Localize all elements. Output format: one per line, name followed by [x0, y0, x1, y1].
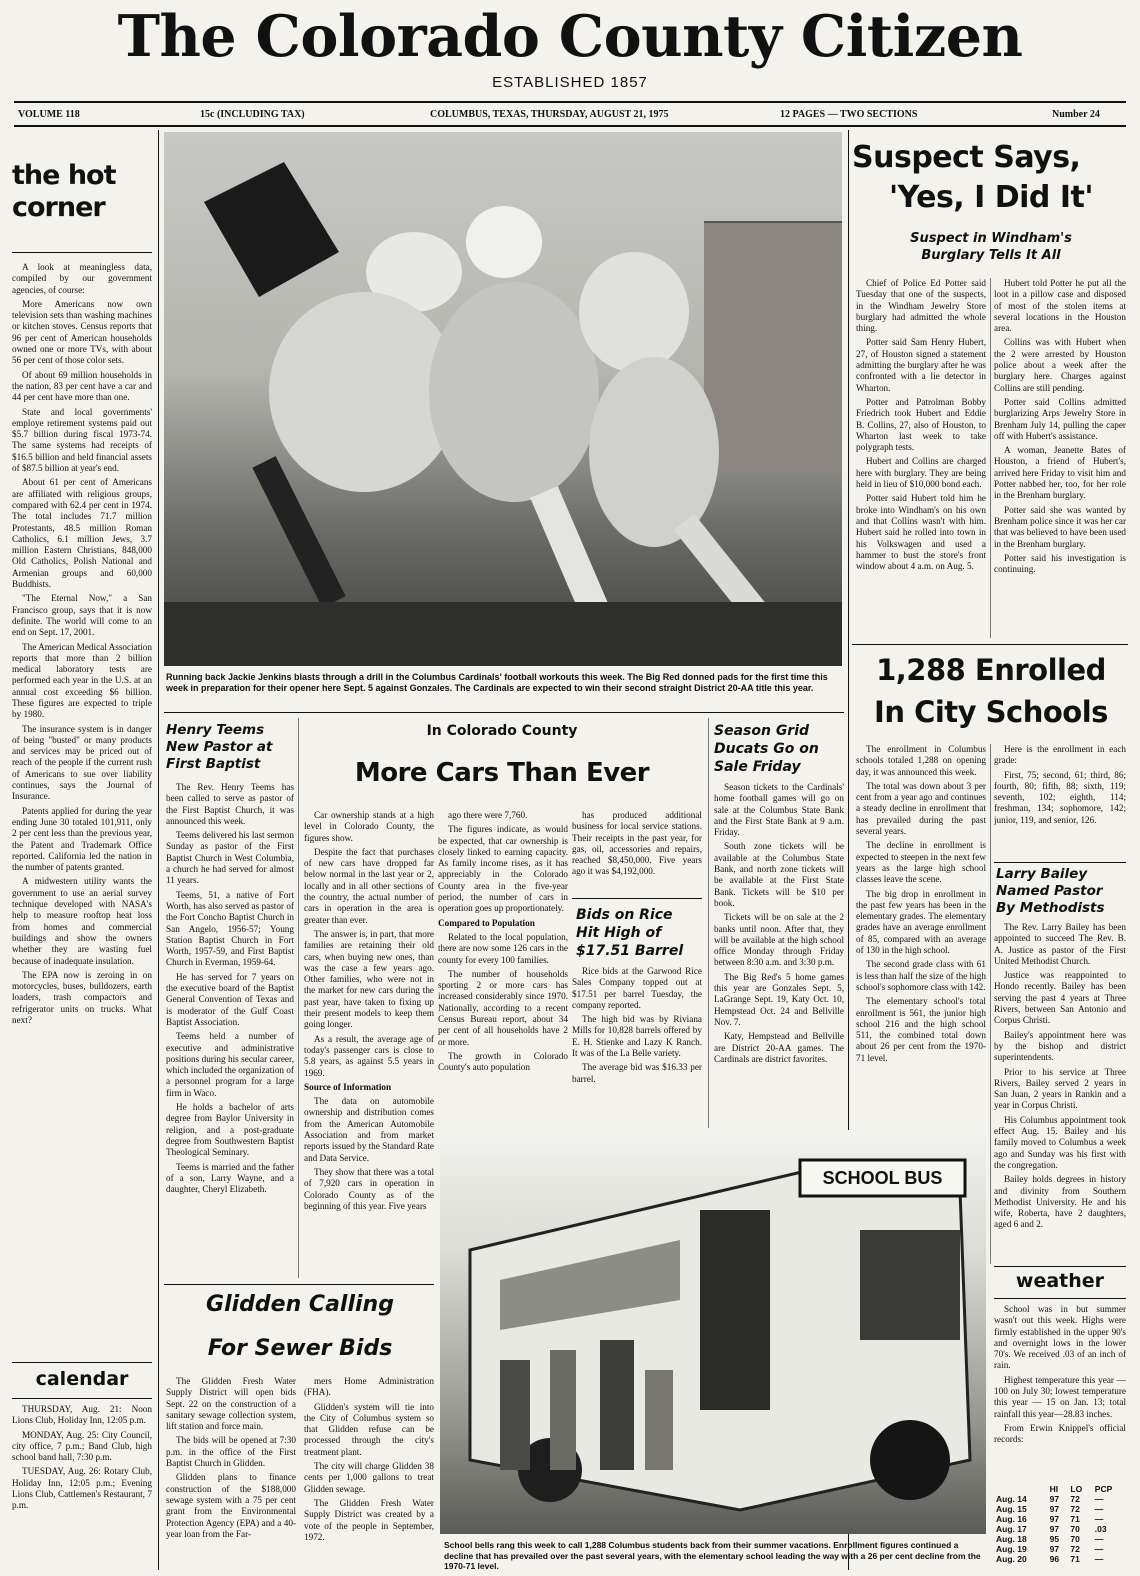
suspect-col-2 — [994, 278, 1126, 638]
hot-corner-para: More Americans now own television sets than washing machines or kitchen stoves. Census reports that 96 per cent of American households owned one or more TVs, with about 56 per cent of those color sets. — [12, 298, 152, 366]
hot-corner-para: The EPA now is zeroing in on motorcycles, buses, bulldozers, earth loaders, trash compactors and refrigerator units on trucks. What next? — [12, 969, 152, 1025]
weather-cell: Aug. 15 — [996, 1504, 1027, 1514]
teems-headline-line: First Baptist — [166, 756, 261, 772]
grid-para: Katy, Hempstead and Bellville are District 20-AA games. The Cardinals are district favorites. — [714, 1031, 844, 1064]
weather-cell: 97 — [1049, 1524, 1060, 1534]
suspect-para: Potter and Patrolman Bobby Friedrich took Hubert and Eddie B. Collins, 27, also of Houston, to Wharton last week to take polygraph tests. — [856, 396, 986, 453]
weather-table-header — [994, 1484, 1126, 1494]
rice-para: Rice bids at the Garwood Rice Sales Company topped out at $17.51 per barrel Tuesday, the company reported. — [572, 966, 702, 1010]
cars-kicker: In Colorado County — [426, 723, 578, 739]
football-photo — [164, 132, 842, 666]
weather-cell: 97 — [1049, 1504, 1060, 1514]
suspect-para: Potter said she was wanted by Brenham police since it was her car that was believed to have been used in the Brenham burglary. — [994, 504, 1126, 549]
left-column-divider — [158, 130, 159, 1570]
bailey-headline-line: By Methodists — [996, 900, 1105, 916]
hot-corner-para: A look at meaningless data, compiled by our government agencies, of course: — [12, 262, 152, 295]
hot-corner-body — [12, 262, 152, 1320]
enrolled-headline-1: 1,288 Enrolled — [876, 653, 1106, 687]
glidden-para: The bids will be opened at 7:30 p.m. in the office of the First Baptist Church in Glidden. — [166, 1435, 296, 1469]
cars-para: The data on automobile ownership and distribution comes from the American Automobile Association and from market reports issued by the Standard Rate and Data Service. — [304, 1096, 434, 1163]
dateline: COLUMBUS, TEXAS, THURSDAY, AUGUST 21, 1975 — [430, 109, 669, 120]
masthead-rule-bottom — [14, 125, 1126, 127]
teems-headline-line: New Pastor at — [166, 739, 273, 755]
cars-col-2 — [438, 810, 568, 1110]
cars-para: As a result, the average age of today's passenger cars is close to 5.8 years, as against 5.5 years in 1969. — [304, 1033, 434, 1078]
teems-para: He holds a bachelor of arts degree from Baylor University in religion, and a post-graduate degree from Southwestern Baptist Theological Seminary. — [166, 1102, 294, 1158]
rice-para: The high bid was by Riviana Mills for 10,828 barrels offered by E. H. Stienke and Lazy K Ranch. It was of the La Belle variety. — [572, 1014, 702, 1059]
suspect-para: Chief of Police Ed Potter said Tuesday that one of the suspects, in the Windham Jewelry Store burglary had admitted the whole thing. — [856, 278, 986, 334]
hot-corner-para: State and local governments' employe retirement systems paid out $5.7 billion during fiscal 1973-74. The same systems had receipts of $16.5 billion and held financial assets of $87.5 billion at year's end. — [12, 406, 152, 474]
suspect-subhead-1: Suspect in Windham's — [910, 231, 1072, 246]
weather-para: School was in but summer wasn't out this week. Highs were firmly established in the upper 90's and overnight lows in the lower 70's. We received .03 of an inch of rain. — [994, 1304, 1126, 1371]
weather-cell: 71 — [1070, 1514, 1080, 1524]
suspect-rule — [852, 644, 1128, 645]
calendar-item: TUESDAY, Aug. 26: Rotary Club, Holiday Inn, 12:05 p.m.; Evening Lions Club, Cattlemen's Restaurant, 7 p.m. — [12, 1466, 152, 1511]
cars-para: The answer is, in part, that more families are retaining their old cars, when buying new ones, than was the case a few years ago. Other families, who were not in the market for new cars during the past year, have taken to fixing up their present models to keep them going longer. — [304, 928, 434, 1030]
bailey-para: His Columbus appointment took effect Aug. 15. Bailey and his family moved to Columbus a week ago and Sunday was his first with the congregation. — [994, 1114, 1126, 1170]
hot-corner-para: About 61 per cent of Americans are affiliated with religious groups, compared with 62.4 per cent in 1974. The total includes 71.7 million Protestants, 48.5 million Roman Catholics, 6.1 million Jews, 3.7 million Eastern Christians, 848,000 Old Catholics, Polish National and Armenian groups and 60,000 Buddhists. — [12, 477, 152, 590]
weather-cell: 95 — [1049, 1534, 1060, 1544]
masthead-rule-top — [14, 101, 1126, 103]
bailey-body — [994, 922, 1126, 1262]
hot-corner-para: Of about 69 million households in the nation, 83 per cent have a car and 44 per cent have more than one. — [12, 369, 152, 403]
weather-title: weather — [1015, 1270, 1105, 1292]
calendar-item: THURSDAY, Aug. 21: Noon Lions Club, Holiday Inn, 12:05 p.m. — [12, 1404, 152, 1426]
glidden-col-2 — [304, 1376, 434, 1572]
calendar-title: calendar — [35, 1368, 129, 1390]
weather-cell: — — [1094, 1514, 1104, 1524]
bailey-headline-line: Named Pastor — [996, 883, 1103, 899]
calendar-rule-top — [12, 1362, 152, 1363]
cars-para: The number of households sporting 2 or more cars has increased considerably since 1970. Nationally, according to a recent Census Bureau report, about 34 per cent of all households have 2 or more. — [438, 968, 568, 1047]
volume: VOLUME 118 — [18, 109, 80, 120]
weather-header-cell: HI — [1049, 1484, 1059, 1494]
weather-cell: 72 — [1070, 1544, 1080, 1554]
suspect-para: Hubert told Potter he put all the loot in a pillow case and disposed of most of the stolen items at several locations in the Houston area. — [994, 278, 1126, 334]
glidden-para: Glidden plans to finance construction of the $188,000 sewage system with a 75 per cent grant from the Environmental Protection Agency (EPA) and a 40-year loan from the Far- — [166, 1472, 296, 1539]
suspect-subhead-2: Burglary Tells It All — [921, 248, 1061, 263]
bailey-headline-line: Larry Bailey — [996, 866, 1088, 882]
cars-col-1 — [304, 810, 434, 1280]
grid-body — [714, 782, 844, 1122]
school-bus-sign: SCHOOL BUS — [822, 1168, 943, 1188]
glidden-para: The city will charge Glidden 38 cents per 1,000 gallons to treat Glidden sewage. — [304, 1461, 434, 1494]
suspect-para: Potter said Collins admitted burglarizing Arps Jewelry Store in Brenham July 14, pulling the caper off with Hubert's assistance. — [994, 396, 1126, 441]
rice-rule — [572, 898, 702, 899]
weather-cell: 97 — [1049, 1514, 1060, 1524]
cars-para: Despite the fact that purchases of new cars have dropped far below normal in the last year or 2, locally and in all other sections of the country, the actual number of cars in operation in the area is greater than ever. — [304, 846, 434, 925]
hot-corner-title-2: corner — [12, 192, 105, 223]
cars-col-3 — [572, 810, 702, 890]
calendar-rule-bottom — [12, 1398, 152, 1399]
bailey-rule — [994, 862, 1126, 863]
weather-cell: Aug. 17 — [996, 1524, 1027, 1534]
calendar-body — [12, 1404, 152, 1572]
hot-corner-rule — [12, 252, 152, 253]
weather-table-box — [994, 1484, 1126, 1572]
weather-cell: Aug. 14 — [996, 1494, 1027, 1504]
weather-row — [994, 1554, 1126, 1564]
cars-para: ago there were 7,760. — [448, 810, 528, 820]
teems-body — [166, 782, 294, 1272]
hot-corner-para: Patents applied for during the year ending June 30 totaled 101,911, only 2 per cent less than the previous year, the Patent and Trademark Office reported. California led the nation in the number of patents granted. — [12, 805, 152, 873]
hot-corner-para: "The Eternal Now," a San Francisco group, says that it is now definite. The world will come to an end on Sept. 17, 2001. — [12, 593, 152, 638]
hot-corner-para: The American Medical Association reports that more than 2 billion medical laboratory tests are performed each year in the U.S. at an annual cost exceeding $6 billion. These figures are expected to triple by 1980. — [12, 641, 152, 720]
suspect-para: A woman, Jeanette Bates of Houston, a friend of Hubert's, arrived here Friday to visit him and Potter nabbed her, too, for her role in the Brenham burglary. — [994, 445, 1126, 501]
teems-para: The Rev. Henry Teems has been called to serve as pastor of the First Baptist Church, it was announced this week. — [166, 782, 294, 826]
glidden-para: The Glidden Fresh Water Supply District was created by a vote of the people in September, 1972. — [304, 1497, 434, 1542]
teems-para: Teems delivered his last sermon Sunday as pastor of the First Baptist Church in West Columbia, a church he had served for almost 11 years. — [166, 830, 294, 886]
glidden-col-1 — [166, 1376, 296, 1572]
grid-para: Tickets will be on sale at the 2 banks until noon. After that, they will be available at the high school office Monday through Friday between 8:30 a.m. and 3:30 p.m. — [714, 912, 844, 968]
weather-cell: 70 — [1070, 1534, 1080, 1544]
calendar-item: MONDAY, Aug. 25: City Council, city office, 7 p.m.; Band Club, high school band hall, 7:30 p.m. — [12, 1429, 152, 1463]
suspect-para: Collins was with Hubert when the 2 were arrested by Houston police about a week after the burglary here. Charges against Collins are still pending. — [994, 337, 1126, 393]
weather-header-cell: PCP — [1094, 1484, 1113, 1494]
cars-para: Car ownership stands at a high level in Colorado County, the figures show. — [304, 810, 434, 843]
glidden-headline-1: Glidden Calling — [206, 1292, 394, 1317]
glidden-headline-2: For Sewer Bids — [207, 1336, 393, 1361]
rice-body — [572, 966, 702, 1116]
weather-rule-bottom — [994, 1298, 1126, 1299]
rice-headline-line: $17.51 Barrel — [576, 943, 684, 959]
grid-divider — [708, 718, 709, 1128]
weather-row — [994, 1514, 1126, 1524]
weather-header-cell — [994, 1484, 1048, 1494]
teems-divider — [298, 718, 299, 1278]
grid-headline-line: Season Grid — [714, 723, 810, 739]
page-count: 12 PAGES — TWO SECTIONS — [780, 109, 918, 120]
grid-para: South zone tickets will be available at the Columbus State Bank, and north zone tickets will be available at the First State Bank. Tickets will be $10 per book. — [714, 841, 844, 908]
weather-cell: Aug. 19 — [996, 1544, 1027, 1554]
football-photo-graphic — [164, 132, 842, 666]
hot-corner-para: The insurance system is in danger of being "busted" or many products and services may be priced out of reach of the people if the current rush of Americans to sue over liability continues, says the Journal of Insurance. — [12, 723, 152, 802]
suspect-col-divider — [990, 278, 991, 638]
weather-row — [994, 1494, 1126, 1504]
cars-subhead: Source of Information — [304, 1081, 392, 1092]
glidden-para: mers Home Administration (FHA). — [304, 1376, 434, 1398]
teems-para: Teems, 51, a native of Fort Worth, has also served as pastor of the Fort Concho Baptist Church in San Angelo, 1956-57; Young Station Baptist Church in Fort Worth, 1957-59, and First Baptist Church in Everman, 1959-64. — [166, 889, 294, 968]
grid-headline-line: Ducats Go on — [714, 741, 819, 757]
teems-headline — [166, 722, 296, 773]
weather-row — [994, 1544, 1126, 1554]
glidden-para: Glidden's system will tie into the City of Columbus system so that Glidden refuse can be processed through the city's treatment plant. — [304, 1401, 434, 1457]
enrolled-para: Here is the enrollment in each grade: — [994, 744, 1126, 766]
enrolled-para: The elementary school's total enrollment is 561, the junior high school 216 and the high school 511, the combined total down about 26 per cent from the 1970-71 level. — [856, 996, 986, 1063]
suspect-headline-1: Suspect Says, — [852, 140, 1081, 175]
masthead-title: The Colorado County Citizen — [117, 4, 1023, 70]
cars-headline: More Cars Than Ever — [354, 758, 650, 788]
glidden-para: The Glidden Fresh Water Supply District will open bids Sept. 22 on the construction of a sanitary sewage collection system, lift station and force main. — [166, 1376, 296, 1432]
weather-cell: 96 — [1049, 1554, 1060, 1564]
grid-para: The Big Red's 5 home games this year are Gonzales Sept. 5, LaGrange Sept. 19, Katy Oct. 10, Hempstead Oct. 24 and Bellville Nov. 7. — [714, 971, 844, 1027]
bailey-para: The Rev. Larry Bailey has been appointed to succeed The Rev. B. A. Justice as pastor of the First United Methodist Church. — [994, 922, 1126, 966]
enrolled-para: The big drop in enrollment in the past few years has been in the elementary grades. The elementary grades have an average enrollment of 85, compared with an average of 130 in the high school. — [856, 888, 986, 956]
hot-corner-para: A midwestern utility wants the government to use an aerial survey technique developed with NASA's help to measure rooftop heat loss from homes and commercial buildings and show the owners whether they are wasting fuel because of inadequate insulation. — [12, 876, 152, 966]
rice-para: The average bid was $16.33 per barrel. — [572, 1062, 702, 1084]
rice-headline-line: Hit High of — [576, 925, 662, 941]
weather-cell: — — [1094, 1504, 1104, 1514]
bailey-para: Bailey's appointment here was by the bishop and district superintendents. — [994, 1029, 1126, 1063]
weather-cell: — — [1094, 1544, 1104, 1554]
weather-cell: — — [1094, 1534, 1104, 1544]
weather-cell: — — [1094, 1554, 1104, 1564]
weather-header-cell: LO — [1070, 1484, 1083, 1494]
enrolled-para: The enrollment in Columbus schools totaled 1,288 on opening day, it was announced this week. — [856, 744, 986, 777]
school-bus-photo — [440, 1130, 986, 1534]
weather-body — [994, 1304, 1126, 1484]
rice-headline-line: Bids on Rice — [576, 907, 673, 923]
glidden-rule — [164, 1284, 434, 1285]
weather-cell: 97 — [1049, 1494, 1060, 1504]
enrolled-para: The second grade class with 61 is less than half the size of the high school's sophomore class with 142. — [856, 959, 986, 992]
suspect-para: Potter said Hubert told him he broke into Windham's on his own and that Collins wasn't with him. Hubert said he rolled into town in his Volkswagen and used a hammer to bust the store's front window about 4 a.m. on Aug. 5. — [856, 493, 986, 572]
suspect-col-1 — [856, 278, 986, 638]
cars-para: They show that there was a total of 7,920 cars in operation in Colorado County as of the beginning of this year. Five years — [304, 1166, 434, 1211]
caption-rule — [164, 712, 844, 713]
cars-para: has produced additional business for local service stations. Their receipts in the past year, for gas, oil, accessories and repairs, reached $8,450,000. Five years ago it was $4,192,000. — [572, 810, 702, 877]
weather-para: From Erwin Knippel's official records: — [994, 1422, 1126, 1445]
weather-cell: 72 — [1070, 1494, 1080, 1504]
weather-cell: Aug. 18 — [996, 1534, 1027, 1544]
bailey-para: Prior to his service at Three Rivers, Bailey served 2 years in San Juan, 2 years in Rankin and a year in Corpus Christi. — [994, 1066, 1126, 1111]
weather-cell: Aug. 20 — [996, 1554, 1027, 1564]
weather-row — [994, 1534, 1126, 1544]
enrolled-para: The decline in enrollment is expected to steepen in the next few years as the large high school classes leave the scene. — [856, 840, 986, 885]
enrolled-col-divider — [990, 744, 991, 1264]
suspect-para: Potter said his investigation is continuing. — [994, 552, 1126, 575]
suspect-para: Potter said Sam Henry Hubert, 27, of Houston signed a statement admitting the burglary after he was confronted with a lie detector in Wharton. — [856, 337, 986, 393]
cars-para: The growth in Colorado County's auto population — [438, 1050, 568, 1073]
teems-para: Teems is married and the father of a son, Larry Wayne, and a daughter, Cheryl Elizabeth. — [166, 1161, 294, 1195]
enrolled-para: The total was down about 3 per cent from a year ago and continues a steady decline in enrollment that has prevailed during the past several years. — [856, 780, 986, 837]
cars-subhead: Compared to Population — [438, 917, 535, 928]
cars-para: Related to the local population, there are now some 126 cars in the county for every 100 families. — [438, 931, 568, 965]
enrolled-headline-2: In City Schools — [874, 695, 1108, 729]
cars-para: The figures indicate, as would be expected, that car ownership is closely linked to earning capacity. As family income rises, as it has appreciably in the Colorado County area in the five-year period, the number of cars in operation goes up proportionately. — [438, 824, 568, 914]
football-photo-caption: Running back Jackie Jenkins blasts through a drill in the Columbus Cardinals' football workouts this week. The Big Red donned pads for the first time this week in preparation for their opener here Sept. 5 against Gonzales. The Cardinals are expected to win their second straight District 20-AA title this year. — [166, 672, 828, 693]
weather-cell: 72 — [1070, 1504, 1080, 1514]
teems-para: He has served for 7 years on the executive board of the Baptist General Convention of Texas and is moderator of the Gulf Coast Baptist Association. — [166, 971, 294, 1027]
grid-para: Season tickets to the Cardinals' home football games will go on sale at the Columbus State Bank and the First State Bank at 9 a.m. Friday. — [714, 782, 844, 838]
enrolled-col-2 — [994, 744, 1126, 864]
weather-cell: 71 — [1070, 1554, 1080, 1564]
enrolled-para: First, 75; second, 61; third, 86; fourth, 80; fifth, 88; sixth, 119; seventh, 102; eighth, 114; freshman, 134; sophomore, 142; junior, 119, and senior, 126. — [994, 769, 1126, 825]
price: 15c (INCLUDING TAX) — [200, 109, 305, 120]
issue-number: Number 24 — [1052, 109, 1100, 120]
weather-table — [994, 1484, 1126, 1564]
weather-cell: .03 — [1094, 1524, 1107, 1534]
suspect-para: Hubert and Collins are charged here with burglary. They are being held in lieu of $10,000 bond each. — [856, 456, 986, 490]
weather-cell: — — [1094, 1494, 1104, 1504]
hot-corner-title-1: the hot — [12, 160, 116, 191]
school-bus-graphic — [440, 1130, 986, 1534]
established-line: ESTABLISHED 1857 — [492, 74, 648, 91]
grid-headline — [714, 722, 844, 776]
bailey-headline — [996, 866, 1128, 917]
suspect-headline-2: 'Yes, I Did It' — [888, 180, 1094, 215]
weather-rule-top — [994, 1266, 1126, 1267]
grid-headline-line: Sale Friday — [714, 759, 801, 775]
weather-para: Highest temperature this year — 100 on July 30; lowest temperature this year — 15 on Jan. 13; total rainfall this year—28.83 inches. — [994, 1374, 1126, 1419]
weather-row — [994, 1524, 1126, 1534]
bailey-para: Justice was reappointed to Hondo recently. Bailey has been serving the past 4 years at Three Rivers, between San Antonio and Corpus Christi. — [994, 970, 1126, 1026]
weather-cell: Aug. 16 — [996, 1514, 1027, 1524]
weather-cell: 97 — [1049, 1544, 1060, 1554]
bailey-para: Bailey holds degrees in history and divinity from Southern Methodist University. He and his wife, Roberta, have 2 daughters, aged 6 and 2. — [994, 1174, 1126, 1230]
school-bus-caption: School bells rang this week to call 1,288 Columbus students back from their summer vacations. Enrollment figures continued a decline that has prevailed over the past several years, with the elementary school leading the way with a 26 per cent decline from the 1970-71 level. — [444, 1540, 981, 1571]
hot-corner-header — [12, 160, 152, 240]
teems-para: Teems held a number of executive and administrative positions during his secular career, which included the organization of a personnel program for a large firm in Waco. — [166, 1031, 294, 1098]
weather-row — [994, 1504, 1126, 1514]
teems-headline-line: Henry Teems — [166, 722, 265, 738]
rice-headline — [576, 906, 704, 960]
weather-cell: 70 — [1070, 1524, 1080, 1534]
